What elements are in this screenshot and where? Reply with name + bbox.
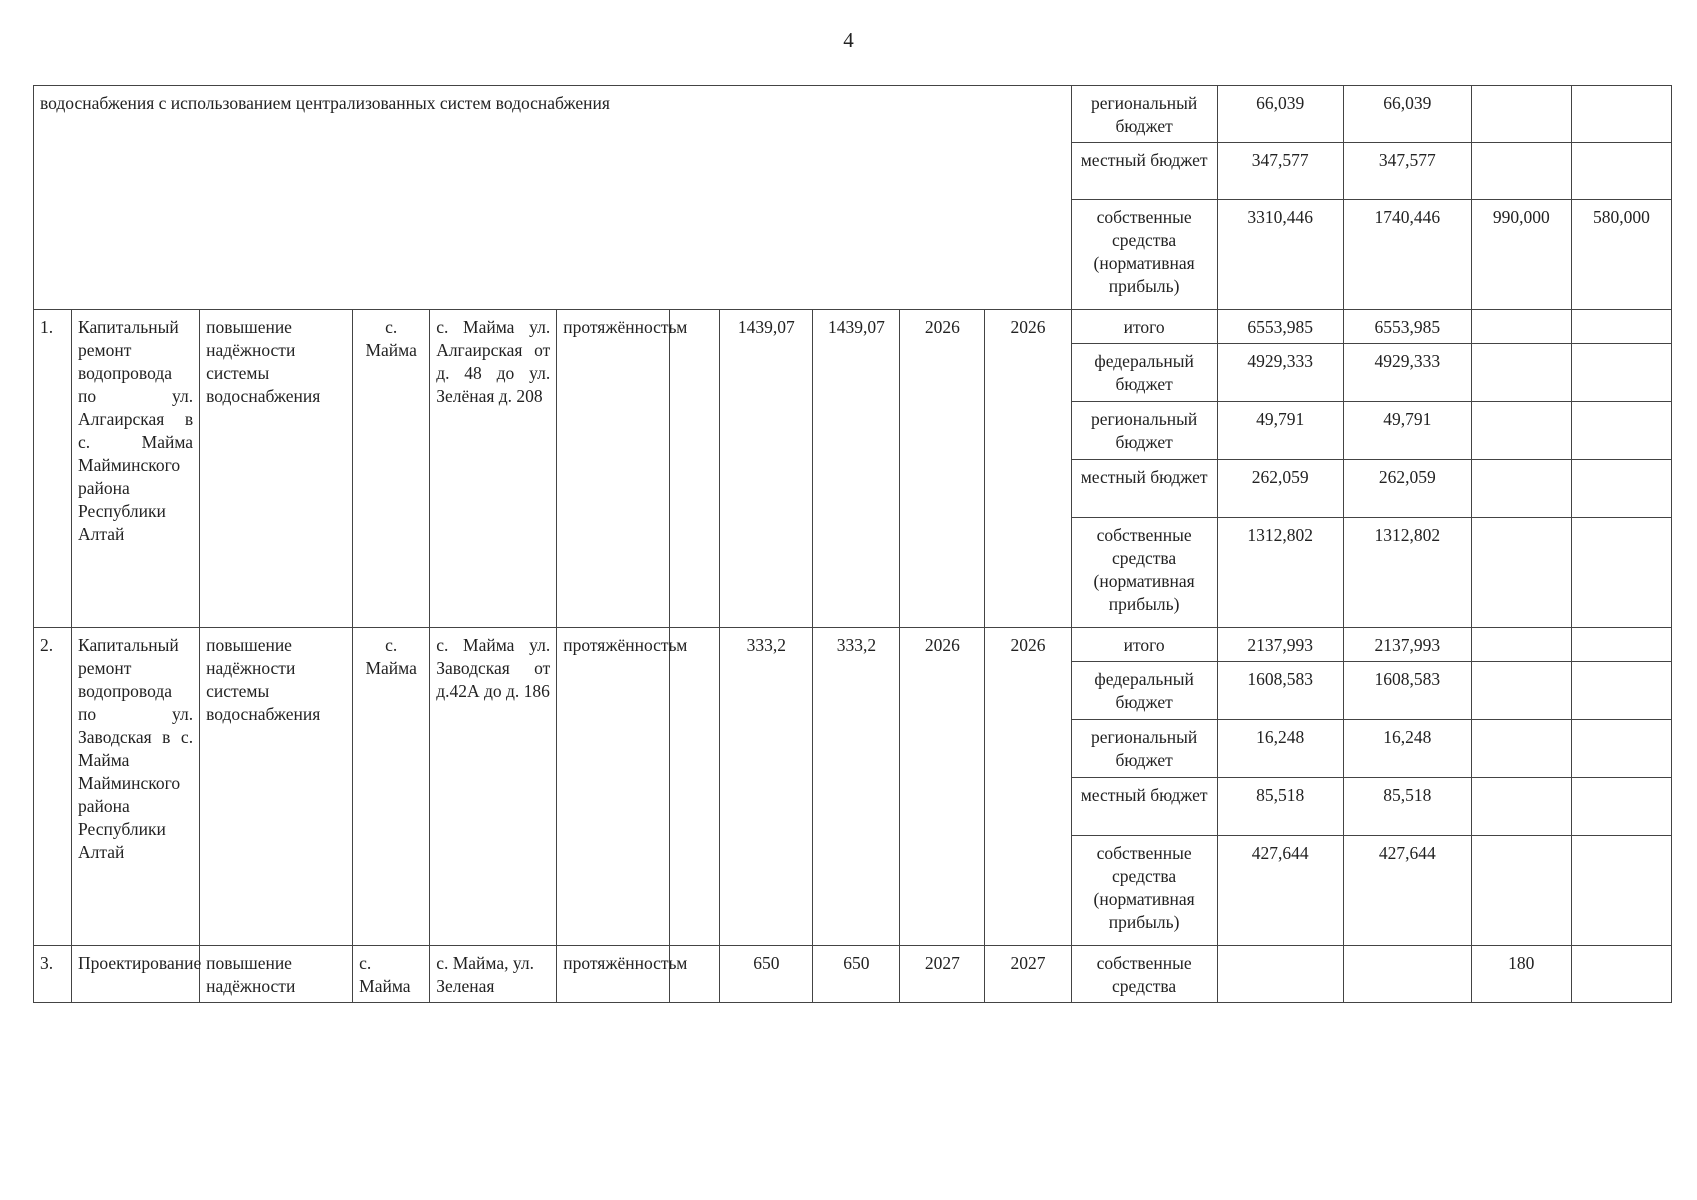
funding-source: собственные средства (нормативная прибыль) <box>1071 518 1217 628</box>
start-year: 2026 <box>900 310 985 628</box>
cost-2028 <box>1571 662 1671 720</box>
technical-parameter: протяжённость <box>557 628 670 946</box>
cost-2027 <box>1471 344 1571 402</box>
funding-source: собственные средства <box>1071 946 1217 1003</box>
funding-source: региональный бюджет <box>1071 402 1217 460</box>
cost-2027 <box>1471 662 1571 720</box>
settlement: с. Майма <box>353 628 430 946</box>
continued-measure-text: водоснабжения с использованием централизованных систем водоснабжения <box>34 86 1072 310</box>
total-cost: 4929,333 <box>1217 344 1343 402</box>
value-before: 333,2 <box>720 628 813 946</box>
object-address: с. Майма ул. Заводская от д.42А до д. 186 <box>430 628 557 946</box>
page-number: 4 <box>843 28 854 52</box>
investment-program-table <box>33 85 1672 1003</box>
total-cost: 85,518 <box>1217 778 1343 836</box>
object-address: с. Майма, ул. Зеленая <box>430 946 557 1003</box>
cost-2026: 66,039 <box>1343 86 1471 143</box>
cost-2026: 4929,333 <box>1343 344 1471 402</box>
total-cost: 66,039 <box>1217 86 1343 143</box>
unit: м <box>670 628 720 946</box>
cost-2027: 990,000 <box>1471 200 1571 310</box>
total-cost: 262,059 <box>1217 460 1343 518</box>
start-year: 2027 <box>900 946 985 1003</box>
funding-source: собственные средства (нормативная прибыль) <box>1071 200 1217 310</box>
funding-source: собственные средства (нормативная прибыль) <box>1071 836 1217 946</box>
cost-2028 <box>1571 518 1671 628</box>
cost-2027 <box>1471 402 1571 460</box>
table-row <box>34 628 1672 662</box>
total-cost: 2137,993 <box>1217 628 1343 662</box>
cost-2028 <box>1571 628 1671 662</box>
total-cost: 16,248 <box>1217 720 1343 778</box>
value-after: 1439,07 <box>813 310 900 628</box>
cost-2028 <box>1571 310 1671 344</box>
project-name: Капитальный ремонт водопровода по ул. Алгаирская в с. Майма Майминского района Республики Алтай <box>72 310 200 628</box>
funding-source: федеральный бюджет <box>1071 662 1217 720</box>
row-number: 3. <box>34 946 72 1003</box>
cost-2027 <box>1471 310 1571 344</box>
value-after: 333,2 <box>813 628 900 946</box>
cost-2026: 1608,583 <box>1343 662 1471 720</box>
cost-2026: 6553,985 <box>1343 310 1471 344</box>
cost-2026: 85,518 <box>1343 778 1471 836</box>
cost-2028 <box>1571 720 1671 778</box>
total-cost: 1608,583 <box>1217 662 1343 720</box>
settlement: с. Майма <box>353 946 430 1003</box>
funding-source: местный бюджет <box>1071 143 1217 200</box>
cost-2027 <box>1471 143 1571 200</box>
cost-2026: 49,791 <box>1343 402 1471 460</box>
funding-source: региональный бюджет <box>1071 86 1217 143</box>
cost-2026: 262,059 <box>1343 460 1471 518</box>
cost-2027 <box>1471 86 1571 143</box>
funding-source: итого <box>1071 628 1217 662</box>
cost-2026: 427,644 <box>1343 836 1471 946</box>
technical-parameter: протяжённость <box>557 310 670 628</box>
unit: м <box>670 310 720 628</box>
technical-parameter: протяжённость <box>557 946 670 1003</box>
start-year: 2026 <box>900 628 985 946</box>
cost-2026: 2137,993 <box>1343 628 1471 662</box>
total-cost: 347,577 <box>1217 143 1343 200</box>
settlement: с. Майма <box>353 310 430 628</box>
cost-2028: 580,000 <box>1571 200 1671 310</box>
project-name: Капитальный ремонт водопровода по ул. Заводская в с. Майма Майминского района Республики Алтай <box>72 628 200 946</box>
funding-source: местный бюджет <box>1071 460 1217 518</box>
value-before: 650 <box>720 946 813 1003</box>
cost-2028 <box>1571 344 1671 402</box>
total-cost: 3310,446 <box>1217 200 1343 310</box>
row-number: 1. <box>34 310 72 628</box>
cost-2028 <box>1571 402 1671 460</box>
cost-2027 <box>1471 628 1571 662</box>
cost-2027 <box>1471 836 1571 946</box>
object-address: с. Майма ул. Алгаирская от д. 48 до ул. Зелёная д. 208 <box>430 310 557 628</box>
cost-2026: 1740,446 <box>1343 200 1471 310</box>
total-cost: 49,791 <box>1217 402 1343 460</box>
unit: м <box>670 946 720 1003</box>
cost-2026: 1312,802 <box>1343 518 1471 628</box>
cost-2027 <box>1471 720 1571 778</box>
cost-2026: 16,248 <box>1343 720 1471 778</box>
table-row <box>34 310 1672 344</box>
cost-2027 <box>1471 778 1571 836</box>
funding-source: местный бюджет <box>1071 778 1217 836</box>
cost-2028 <box>1571 460 1671 518</box>
total-cost: 6553,985 <box>1217 310 1343 344</box>
total-cost <box>1217 946 1343 1003</box>
project-goal: повышение надёжности системы водоснабжения <box>200 628 353 946</box>
funding-source: федеральный бюджет <box>1071 344 1217 402</box>
cost-2027 <box>1471 518 1571 628</box>
total-cost: 427,644 <box>1217 836 1343 946</box>
funding-source: итого <box>1071 310 1217 344</box>
project-goal: повышение надёжности <box>200 946 353 1003</box>
value-after: 650 <box>813 946 900 1003</box>
row-number: 2. <box>34 628 72 946</box>
project-name: Проектирование <box>72 946 200 1003</box>
end-year: 2026 <box>985 310 1071 628</box>
funding-source: региональный бюджет <box>1071 720 1217 778</box>
total-cost: 1312,802 <box>1217 518 1343 628</box>
cost-2028 <box>1571 946 1671 1003</box>
table-row <box>34 946 1672 1003</box>
project-goal: повышение надёжности системы водоснабжения <box>200 310 353 628</box>
cost-2028 <box>1571 836 1671 946</box>
cost-2027 <box>1471 460 1571 518</box>
end-year: 2027 <box>985 946 1071 1003</box>
cost-2026: 347,577 <box>1343 143 1471 200</box>
cost-2028 <box>1571 86 1671 143</box>
cost-2028 <box>1571 143 1671 200</box>
cost-2027: 180 <box>1471 946 1571 1003</box>
cost-2026 <box>1343 946 1471 1003</box>
end-year: 2026 <box>985 628 1071 946</box>
value-before: 1439,07 <box>720 310 813 628</box>
cost-2028 <box>1571 778 1671 836</box>
table-row <box>34 86 1672 143</box>
